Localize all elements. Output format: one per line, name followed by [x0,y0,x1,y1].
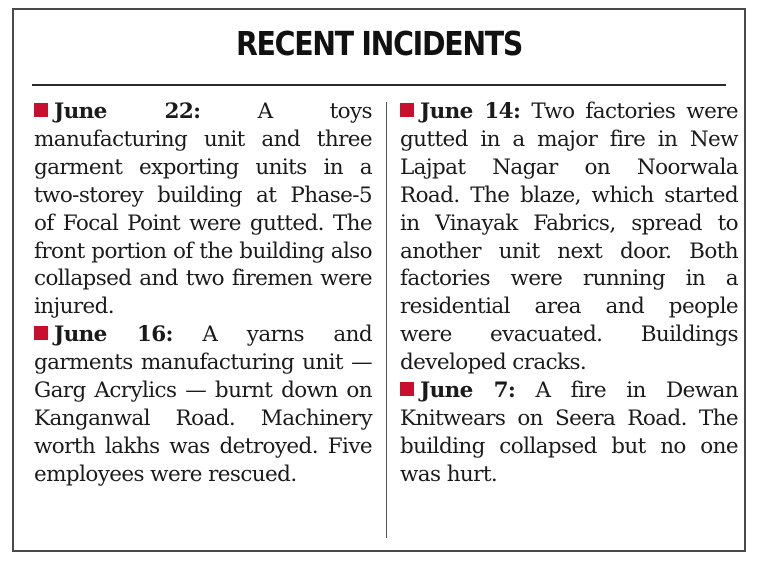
incident-text: Two factories were gutted in a major fire in New Lajpat Nagar on Noorwala Road. The blaze, which started in Vinayak Fabrics, spread to another unit next door. Both factories were running in a residential area and people were evacuated. Buildings developed cracks. [400,99,738,376]
incident-date: June 14: [420,99,521,124]
title-rule [32,84,726,86]
incident-date: June 7: [420,378,516,404]
square-bullet-icon [34,103,48,117]
incident-item [400,98,738,377]
square-bullet-icon [400,103,414,117]
incident-item [34,321,372,488]
page-title: RECENT INCIDENTS [235,24,523,63]
incident-item [400,377,738,489]
incidents-box [12,8,746,552]
incident-text: A toys manufacturing unit and three garment exporting units in a two-storey building at Phase-5 of Focal Point were gutted. The front portion of the building also collapsed and two firemen were injured. [34,99,372,320]
column-divider [386,102,387,538]
incident-text: A yarns and garments manufacturing unit — Garg Acrylics — burnt down on Kanganwal Road. Machinery worth lakhs was detroyed. Five employees were rescued. [34,322,373,487]
square-bullet-icon [34,326,48,340]
incident-item [34,98,372,321]
square-bullet-icon [400,382,414,396]
incident-text: A fire in Dewan Knitwears on Seera Road. The building collapsed but no one was hurt. [400,378,738,487]
incident-date: June 22: [54,99,201,124]
right-column [400,98,738,489]
left-column [34,98,372,489]
incident-date: June 16: [54,322,173,348]
